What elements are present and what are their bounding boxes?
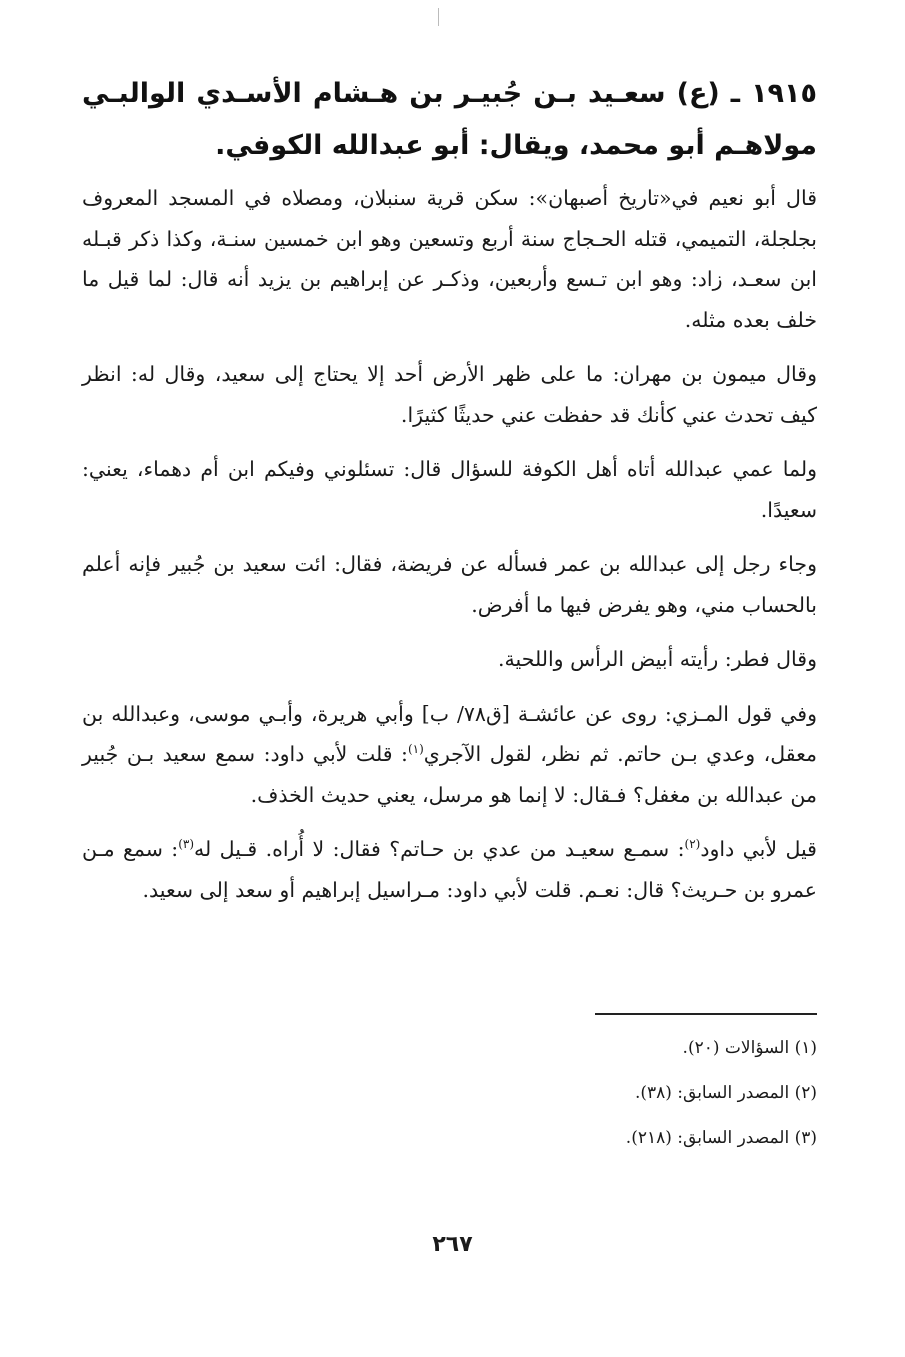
scan-mark	[438, 8, 439, 26]
paragraph-fitr: وقال فطر: رأيته أبيض الرأس واللحية.	[498, 647, 817, 671]
footnote-separator	[595, 1013, 817, 1015]
footnotes-list	[417, 1026, 817, 1161]
paragraph-abu-dawud-text-3: : سمع مـن عمرو بن حـريث؟ قال: نعـم. قلت لأبي داود: مـراسيل إبراهيم أو سعد إلى سعيد.	[82, 837, 817, 902]
paragraph-ibn-umm-dahma: ولما عمي عبدالله أتاه أهل الكوفة للسؤال قال: تسئلوني وفيكم ابن أم دهماء، يعني: سعيدًا.	[82, 457, 817, 522]
paragraph-abu-dawud	[82, 829, 817, 910]
footnote-ref-3: (٣)	[178, 837, 195, 852]
paragraph-mizzi	[82, 694, 817, 816]
entry-heading: ١٩١٥ ـ (ع) سعـيد بـن جُبيـر بن هـشام الأسـدي الوالبـي مولاهـم أبو محمد، ويقال: أبو عبدالله الكوفي.	[82, 78, 817, 161]
footnote-ref-2: (٢)	[684, 837, 701, 852]
footnote-2: (٢) المصدر السابق: (٣٨).	[634, 1083, 817, 1103]
footnote-ref-1: (١)	[407, 742, 424, 757]
footnote-3: (٣) المصدر السابق: (٢١٨).	[625, 1128, 817, 1148]
paragraph-abu-dawud-text-2: : سمـع سعيـد من عدي بن حـاتم؟ فقال: لا أُراه. قـيل له	[194, 837, 685, 861]
body-text	[82, 178, 817, 924]
footnote-1: (١) السؤالات (٢٠).	[682, 1038, 817, 1058]
paragraph-mizzi-text-2: : قلت لأبي داود: سمع سعيد بـن جُبير من عبدالله بن مغفل؟ فـقال: لا إنما هو مرسل، يعني حديث الخذف.	[82, 742, 817, 807]
page-number: ٢٦٧	[432, 1232, 473, 1257]
paragraph-mizzi-text-1: وفي قول المـزي: روى عن عائشـة [ق٧٨/ ب] وأبي هريرة، وأبـي موسى، وعبدالله بن معقل، وعدي بـن حاتم. ثم نظر، لقول الآجري	[82, 701, 817, 766]
paragraph-maymun: وقال ميمون بن مهران: ما على ظهر الأرض أحد إلا يحتاج إلى سعيد، وقال له: انظر كيف تحدث عني كأنك قد حفظت عني حديثًا كثيرًا.	[82, 362, 817, 427]
paragraph-abu-dawud-text-1: قيل لأبي داود	[700, 837, 817, 861]
paragraph-faridah: وجاء رجل إلى عبدالله بن عمر فسأله عن فريضة، فقال: ائت سعيد بن جُبير فإنه أعلم بالحساب مني، وهو يفرض فيها ما أفرض.	[82, 552, 817, 617]
paragraph-abu-nuaym: قال أبو نعيم في«تاريخ أصبهان»: سكن قرية سنبلان، ومصلاه في المسجد المعروف بجلجلة، التميمي، قتله الحـجاج سنة أربع وتسعين وهو ابن خمسين سنـة، وكذا ذكر قبـله ابن سعـد، زاد: وهو ابن تـسع وأربعين، وذكـر عن إبراهيم بن يزيد أنه قال: لما قيل ما خلف بعده مثله.	[82, 186, 817, 332]
